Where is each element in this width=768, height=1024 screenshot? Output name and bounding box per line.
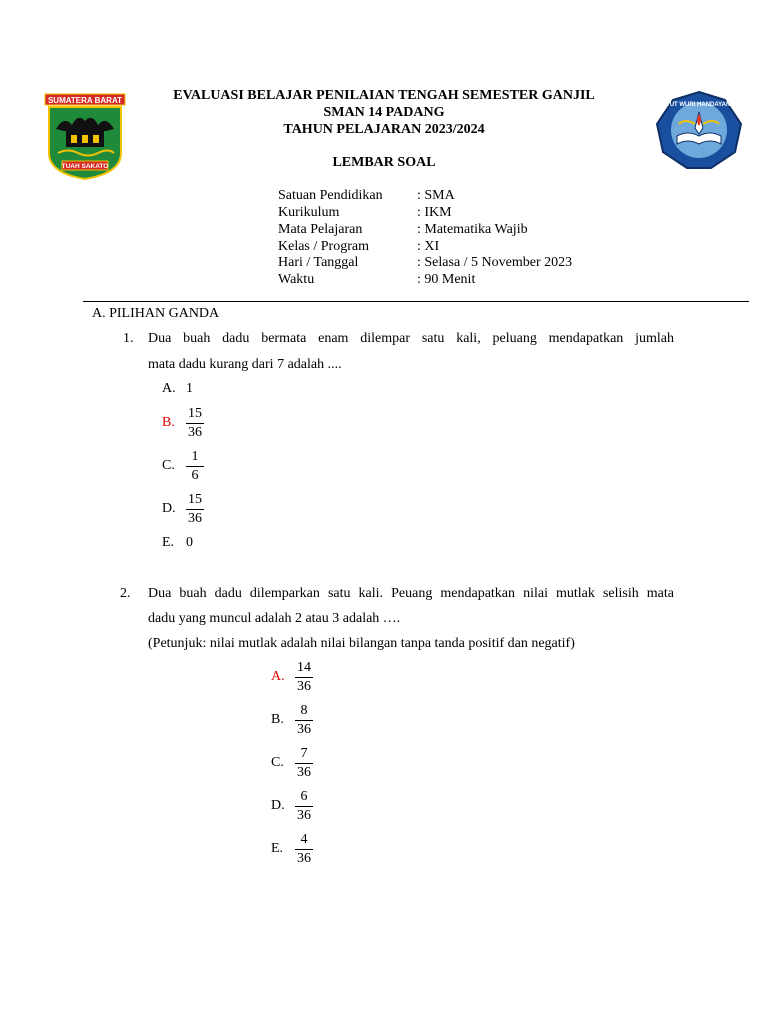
sheet-title: LEMBAR SOAL <box>332 155 436 170</box>
header-line-2: SMAN 14 PADANG <box>323 105 445 120</box>
fraction-bar <box>295 677 313 678</box>
question-text-line: dadu yang muncul adalah 2 atau 3 adalah …. <box>148 611 401 626</box>
meta-value: : IKM <box>417 205 452 220</box>
option-fraction <box>295 832 313 867</box>
fraction-bar <box>295 763 313 764</box>
option-value: 1 <box>186 381 193 396</box>
answer-option <box>271 703 391 743</box>
fraction-numerator: 14 <box>297 660 311 675</box>
fraction-numerator: 4 <box>300 832 308 847</box>
option-letter: B. <box>271 712 284 727</box>
meta-label: Kelas / Program <box>278 239 369 254</box>
option-letter: A. <box>162 381 176 396</box>
meta-value: : 90 Menit <box>417 272 476 287</box>
answer-option <box>162 449 282 489</box>
meta-label: Waktu <box>278 272 315 287</box>
fraction-denominator: 36 <box>188 511 202 526</box>
header-line-3: TAHUN PELAJARAN 2023/2024 <box>283 122 485 137</box>
question-text-line: mata dadu kurang dari 7 adalah .... <box>148 357 342 372</box>
meta-row <box>278 188 678 205</box>
answer-option <box>271 789 391 829</box>
meta-row <box>278 272 678 289</box>
logo-ring-text: TUT WURI HANDAYANI <box>666 102 732 108</box>
answer-option <box>162 492 282 532</box>
header-divider <box>83 301 749 302</box>
answer-option <box>162 406 282 446</box>
answer-option <box>162 535 282 575</box>
answer-option <box>271 832 391 872</box>
fraction-denominator: 36 <box>297 808 311 823</box>
option-fraction <box>186 406 204 441</box>
section-title: A. PILIHAN GANDA <box>92 306 220 321</box>
option-fraction <box>186 492 204 527</box>
meta-value: : SMA <box>417 188 455 203</box>
fraction-numerator: 6 <box>300 789 308 804</box>
meta-label: Satuan Pendidikan <box>278 188 383 203</box>
meta-label: Kurikulum <box>278 205 340 220</box>
fraction-numerator: 1 <box>191 449 199 464</box>
meta-value: : Matematika Wajib <box>417 222 528 237</box>
fraction-denominator: 36 <box>297 722 311 737</box>
answer-option <box>271 660 391 700</box>
option-fraction <box>295 660 313 695</box>
meta-row <box>278 239 678 256</box>
logo-banner-text: SUMATERA BARAT <box>47 96 123 105</box>
fraction-numerator: 7 <box>300 746 308 761</box>
option-fraction <box>295 789 313 824</box>
fraction-denominator: 36 <box>297 679 311 694</box>
tut-wuri-handayani-logo <box>655 90 743 170</box>
fraction-bar <box>295 720 313 721</box>
fraction-denominator: 6 <box>191 468 199 483</box>
header <box>0 0 768 300</box>
option-letter: D. <box>162 501 176 516</box>
option-letter: D. <box>271 798 285 813</box>
fraction-bar <box>295 806 313 807</box>
fraction-bar <box>186 466 204 467</box>
fraction-denominator: 36 <box>297 765 311 780</box>
question-text-line: Dua buah dadu dilemparkan satu kali. Peuang mendapatkan nilai mutlak selisih mata <box>148 586 674 601</box>
meta-label: Mata Pelajaran <box>278 222 363 237</box>
fraction-denominator: 36 <box>188 425 202 440</box>
option-letter: C. <box>162 458 175 473</box>
meta-row <box>278 255 678 272</box>
option-letter: A. <box>271 669 285 684</box>
fraction-numerator: 15 <box>188 492 202 507</box>
fraction-bar <box>295 849 313 850</box>
option-fraction <box>295 746 313 781</box>
option-value: 0 <box>186 535 193 550</box>
fraction-numerator: 8 <box>300 703 308 718</box>
option-fraction <box>295 703 313 738</box>
logo-motto-text: TUAH SAKATO <box>61 163 109 170</box>
fraction-denominator: 36 <box>297 851 311 866</box>
meta-value: : XI <box>417 239 440 254</box>
meta-row <box>278 205 678 222</box>
option-letter: C. <box>271 755 284 770</box>
answer-option <box>271 746 391 786</box>
fraction-bar <box>186 423 204 424</box>
question-number: 1. <box>123 331 134 346</box>
question-text-line: Dua buah dadu bermata enam dilempar satu kali, peluang mendapatkan jumlah <box>148 331 674 346</box>
option-letter: E. <box>271 841 284 856</box>
question-number: 2. <box>120 586 131 601</box>
meta-row <box>278 222 678 239</box>
header-line-1: EVALUASI BELAJAR PENILAIAN TENGAH SEMESTER GANJIL <box>173 88 595 103</box>
fraction-bar <box>186 509 204 510</box>
option-letter: B. <box>162 415 175 430</box>
meta-value: : Selasa / 5 November 2023 <box>417 255 573 270</box>
option-letter: E. <box>162 535 175 550</box>
question-hint: (Petunjuk: nilai mutlak adalah nilai bilangan tanpa tanda positif dan negatif) <box>148 636 575 651</box>
fraction-numerator: 15 <box>188 406 202 421</box>
meta-label: Hari / Tanggal <box>278 255 359 270</box>
option-fraction <box>186 449 204 484</box>
